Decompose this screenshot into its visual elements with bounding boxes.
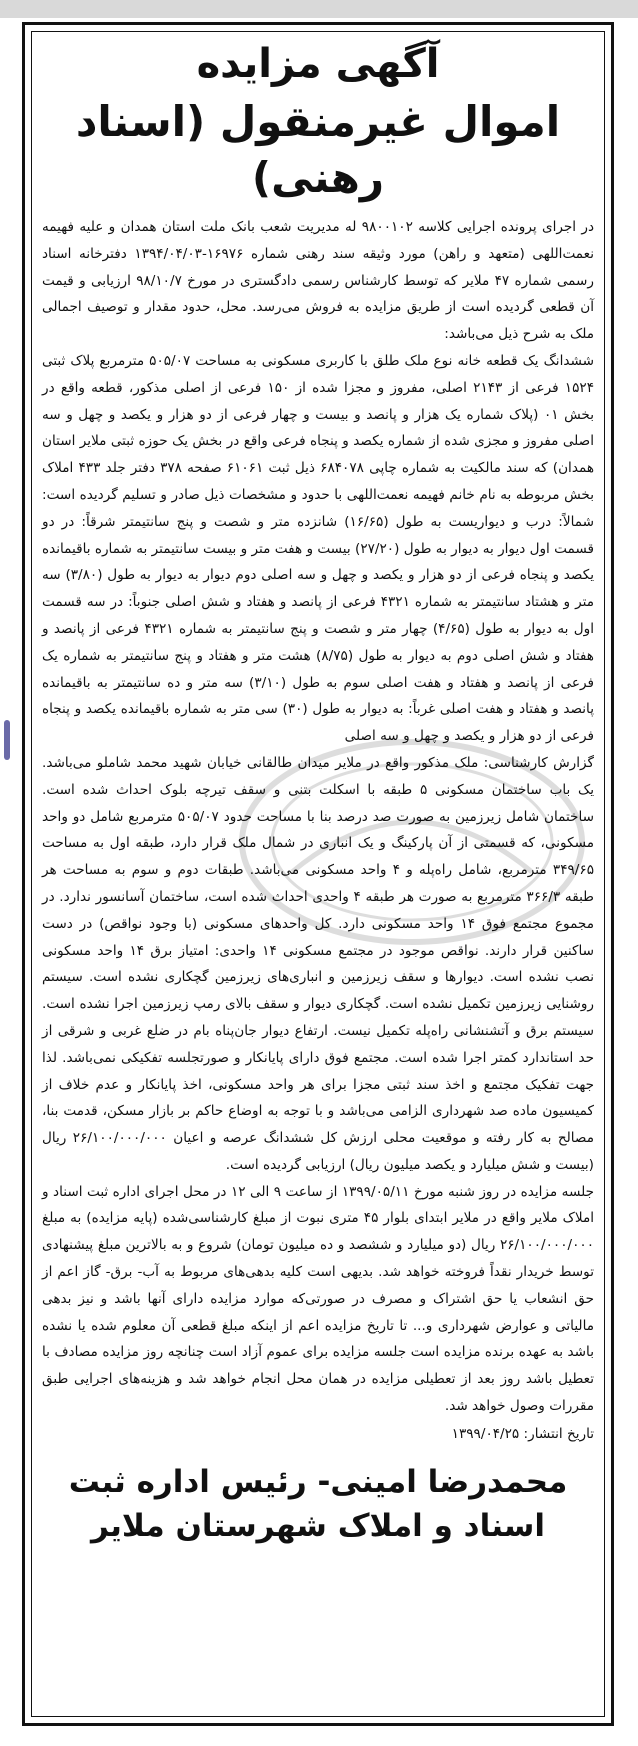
expert-report-paragraph: گزارش کارشناسی: ملک مذکور واقع در ملایر میدان طالقانی خیابان شهید محمد شاملو می‌باشد. یک باب ساختمان مسکونی ۵ طبقه با اسکلت بتنی و سقف تیرچه بلوک احداث شده است. ساختمان شامل زیرزمین به صورت صد درصد بنا با مساحت حدود ۵۰۵/۰۷ مترمربع شامل دو واحد مسکونی، که قسمتی از آن پارکینگ و یک انباری در شمال ملک قرار دارد، طبقه اول به مساحت ۳۴۹/۶۵ مترمربع، شامل راه‌پله و ۴ واحد مسکونی می‌باشد. طبقات دوم و سوم به مساحت هر طبقه ۳۶۶/۳ مترمربع به صورت هر طبقه ۴ واحدی احداث شده است، ساختمان آسانسور ندارد. در مجموع مجتمع فوق ۱۴ واحد مسکونی دارد. کل واحدهای مسکونی (با وجود نواقص) در دست ساکنین قرار دارند. نواقص موجود در مجتمع مسکونی ۱۴ واحدی: امتیاز برق ۱۴ واحد مسکونی نصب نشده است. دیوارها و سقف زیرزمین و انباری‌های زیرزمین گچکاری نشده است. سیستم روشنایی زیرزمین تکمیل نشده است. گچکاری دیوار و سقف بالای رمپ زیرزمین اجرا نشده است. سیستم برق و آتشنشانی راه‌پله تکمیل نیست. ارتفاع دیوار جان‌پناه بام در ضلع غربی و شرقی از حد استاندارد کمتر اجرا شده است. مجتمع فوق دارای پایانکار و صورتجلسه تفکیکی نمی‌باشد. لذا جهت تفکیک مجتمع و اخذ سند ثبتی مجزا برای هر واحد مسکونی، اخذ پایانکار و عدم خلاف از کمیسیون ماده صد شهرداری الزامی می‌باشد و با توجه به اوضاع حاکم بر بازار مسکن، قدمت بنا، مصالح به کار رفته و موقعیت محلی ارزش کل ششدانگ عرصه و اعیان ۲۶/۱۰۰/۰۰۰/۰۰۰ ریال (بیست و شش میلیارد و یکصد میلیون ریال) ارزیابی گردیده است. (42, 754, 595, 1173)
notice-title: آگهی مزایده (196, 41, 440, 87)
notice-frame (22, 22, 614, 1726)
property-description-paragraph: ششدانگ یک قطعه خانه نوع ملک طلق با کاربری مسکونی به مساحت ۵۰۵/۰۷ مترمربع پلاک ثبتی ۱۵۲۴ فرعی از ۲۱۴۳ اصلی، مفروز و مجزا شده از ۱۵۰ فرعی از اصلی مذکور، قطعه واقع در بخش ۰۱ (پلاک شماره یک هزار و پانصد و بیست و چهار فرعی از دو هزار و یکصد و چهل و سه اصلی مفروز و مجزی شده از شماره یکصد و پنجاه فرعی واقع در بخش یک حوزه ثبتی ملایر استان همدان) که سند مالکیت به شماره چاپی ۶۸۴۰۷۸ ذیل ثبت ۶۱۰۶۱ صفحه ۳۷۸ دفتر جلد ۴۳۳ املاک بخش مربوطه به نام خانم فهیمه نعمت‌اللهی با حدود و مشخصات ذیل صادر و تسلیم گردیده است: شمالاً: درب و دیواریست به طول (۱۶/۶۵) شانزده متر و شصت و پنج سانتیمتر شرقاً: در دو قسمت اول دیوار به دیوار به طول (۲۷/۲۰) بیست و هفت متر و بیست سانتیمتر به شماره باقیمانده یکصد و پنجاه فرعی از دو هزار و یکصد و چهل و سه اصلی دوم دیوار به دیوار به طول (۳/۸۰) سه متر و هشتاد سانتیمتر به شماره ۴۳۲۱ فرعی از پانصد و هفتاد و شش اصلی جنوباً: در سه قسمت اول به دیوار به طول (۴/۶۵) چهار متر و شصت و پنج سانتیمتر به شماره ۴۳۲۱ فرعی از پانصد و هفتاد و شش اصلی دوم به دیوار به طول (۸/۷۵) هشت متر و هفتاد و پنج سانتیمتر به شماره یک فرعی از پانصد و هفتاد و هفت اصلی سوم به طول (۳/۱۰) سه متر و ده سانتیمتر به باقیمانده پانصد و هفتاد و هفت اصلی غرباً: به دیوار به طول (۳۰) سی متر به شماره باقیمانده یکصد و پنجاه فرعی از دو هزار و یکصد و چهل و سه اصلی (41, 352, 595, 745)
notice-inner-border (31, 31, 605, 1717)
publish-date: تاریخ انتشار: ۱۳۹۹/۰۴/۲۵ (451, 1425, 594, 1442)
auction-session-paragraph: جلسه مزایده در روز شنبه مورخ ۱۳۹۹/۰۵/۱۱ از ساعت ۹ الی ۱۲ در محل اجرای اداره ثبت اسناد و املاک ملایر واقع در ملایر ابتدای بلوار ۴۵ متری نبوت از مبلغ کارشناسی‌شده (پایه مزایده) به مبلغ ۲۶/۱۰۰/۰۰۰/۰۰۰ ریال (دو میلیارد و ششصد و ده میلیون تومان) شروع و به بالاترین مبلغ پیشنهادی توسط خریدار نقداً فروخته خواهد شد. بدیهی است کلیه بدهی‌های مربوط به آب- برق- گاز اعم از حق انشعاب یا حق اشتراک و مصرف در صورتی‌که موارد مزایده دارای آنها باشد و نیز بدهی مالیاتی و عوارض شهرداری و... تا تاریخ مزایده اعم از اینکه مبلغ قطعی آن معلوم شده یا نشده باشد به عهده برنده مزایده است جلسه مزایده برای عموم آزاد است چنانچه روز مزایده مصادف با تعطیل باشد روز بعد از تعطیلی مزایده در همان محل انجام خواهد شد و هزینه‌های اجرایی طبق مقررات وصول خواهد شد. (42, 1183, 594, 1415)
notice-body (32, 214, 604, 1420)
notice-subtitle: اموال غیرمنقول (اسناد رهنی) (75, 97, 561, 202)
signature-line-1: محمدرضا امینی- رئیس اداره ثبت (68, 1463, 568, 1500)
signature-line-2: اسناد و املاک شهرستان ملایر (91, 1507, 545, 1544)
margin-mark (4, 720, 10, 760)
intro-paragraph: در اجرای پرونده اجرایی کلاسه ۹۸۰۰۱۰۲ له مدیریت شعب بانک ملت استان همدان و علیه فهیمه نعمت‌اللهی (متعهد و راهن) مورد وثیقه سند رهنی شماره ۱۶۹۷۶-۱۳۹۴/۰۴/۰۳ دفترخانه اسناد رسمی شماره ۴۷ ملایر که توسط کارشناس رسمی دادگستری در مورخ ۹۸/۱۰/۷ ارزیابی و قیمت آن قطعی گردیده است از طریق مزایده به فروش می‌رسد. محل، حدود مقدار و توصیف اجمالی ملک به شرح ذیل می‌باشد: (42, 219, 595, 343)
scan-top-edge (0, 0, 638, 18)
